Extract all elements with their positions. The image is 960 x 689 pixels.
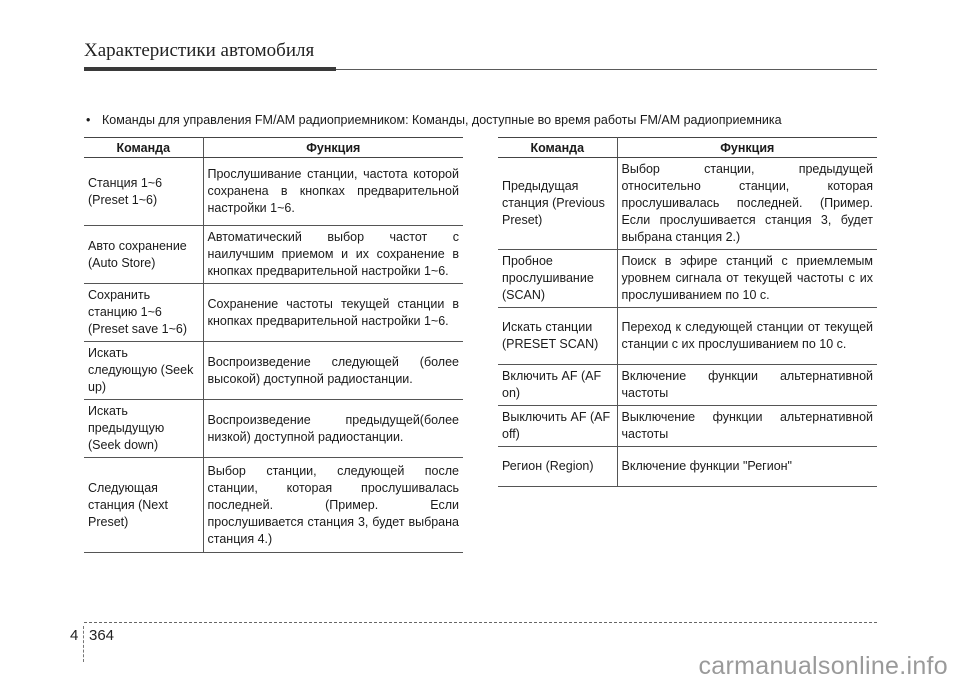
header-function: Функция [617,138,877,158]
function-cell: Воспроизведение предыдущей(более низкой) доступной радиостанции. [203,400,463,458]
intro-line [86,113,782,127]
function-cell: Включение функции "Регион" [617,447,877,487]
commands-table-left [84,137,463,553]
page-number-separator [83,626,84,662]
table-row [498,365,877,406]
bullet-icon: • [86,113,91,127]
table-row [498,447,877,487]
table-row [498,158,877,250]
page-header-title: Характеристики автомобиля [84,40,315,61]
command-cell: Выключить AF (AF off) [498,406,617,447]
header-command: Команда [84,138,203,158]
function-cell: Прослушивание станции, частота которой сохранена в кнопках предварительной настройки 1~6. [203,158,463,226]
header-rule-thick [84,67,336,71]
table-row [84,458,463,553]
function-cell: Включение функции альтернативной частоты [617,365,877,406]
table-header-row [84,138,463,158]
intro-text: Команды для управления FM/AM радиоприемником: Команды, доступные во время работы FM/AM радиоприемника [102,113,782,127]
command-cell: Сохранить станцию 1~6 (Preset save 1~6) [84,284,203,342]
function-cell: Переход к следующей станции от текущей станции с их прослушиванием по 10 с. [617,308,877,365]
function-cell: Выключение функции альтернативной частоты [617,406,877,447]
table-row [84,158,463,226]
function-cell: Сохранение частоты текущей станции в кнопках предварительной настройки 1~6. [203,284,463,342]
table-row [84,400,463,458]
function-cell: Выбор станции, предыдущей относительно станции, которая прослушивалась последней. (Пример. Если прослушивается станция 3, будет выбрана станция 2.) [617,158,877,250]
header-rule-thin [336,69,877,70]
watermark: carmanualsonline.info [698,652,948,680]
page-number: 364 [89,627,115,644]
header-function: Функция [203,138,463,158]
table-row [498,406,877,447]
function-cell: Выбор станции, следующей после станции, которая прослушивалась последней. (Пример. Если прослушивается станция 3, будет выбрана станция 4.) [203,458,463,553]
header-command: Команда [498,138,617,158]
footer-divider [84,622,877,623]
table-row [84,226,463,284]
command-cell: Авто сохранение (Auto Store) [84,226,203,284]
command-cell: Предыдущая станция (Previous Preset) [498,158,617,250]
function-cell: Поиск в эфире станций с приемлемым уровнем сигнала от текущей частоты с их прослушиванием по 10 с. [617,250,877,308]
command-cell: Пробное прослушивание (SCAN) [498,250,617,308]
table-row [84,342,463,400]
table-row [84,284,463,342]
function-cell: Воспроизведение следующей (более высокой) доступной радиостанции. [203,342,463,400]
table-row [498,250,877,308]
command-cell: Включить AF (AF on) [498,365,617,406]
commands-table-right [498,137,877,487]
table-header-row [498,138,877,158]
command-cell: Искать предыдущую (Seek down) [84,400,203,458]
command-cell: Следующая станция (Next Preset) [84,458,203,553]
command-cell: Искать следующую (Seek up) [84,342,203,400]
command-cell: Станция 1~6 (Preset 1~6) [84,158,203,226]
chapter-number: 4 [70,627,79,644]
command-cell: Искать станции (PRESET SCAN) [498,308,617,365]
function-cell: Автоматический выбор частот с наилучшим приемом и их сохранение в кнопках предварительной настройки 1~6. [203,226,463,284]
table-row [498,308,877,365]
command-cell: Регион (Region) [498,447,617,487]
